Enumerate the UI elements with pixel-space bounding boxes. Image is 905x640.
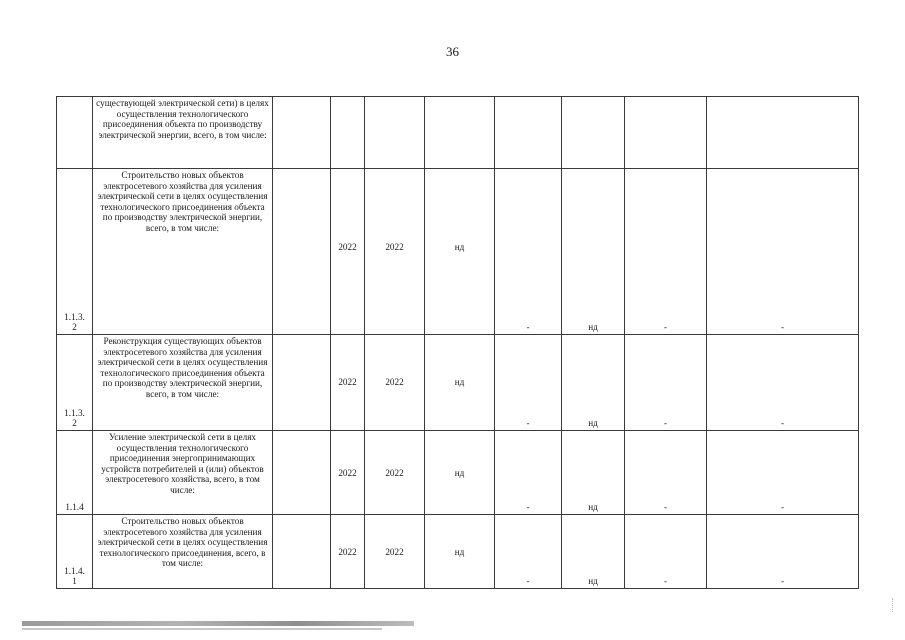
nd-cell: нд — [425, 169, 495, 335]
row-code: 1.1.4. 1 — [57, 515, 93, 589]
row-code: 1.1.3. 2 — [57, 335, 93, 431]
year-end-cell: 2022 — [365, 169, 425, 335]
value-cell: - — [625, 431, 707, 515]
year-start-cell — [331, 97, 365, 169]
nd-cell: нд — [425, 515, 495, 589]
scan-artifact-line — [22, 628, 382, 630]
nd-cell — [425, 97, 495, 169]
empty-cell — [273, 335, 331, 431]
scan-edge-mark — [892, 598, 895, 612]
row-code — [57, 97, 93, 169]
value-cell: нд — [562, 431, 625, 515]
value-cell — [562, 97, 625, 169]
value-cell: - — [495, 169, 562, 335]
value-cell — [707, 97, 859, 169]
row-name: Строительство новых объектов электросетевого хозяйства для усиления электрической сети в целях осуществления технологического присоединения, всего, в том числе: — [93, 515, 273, 589]
table-row — [57, 169, 859, 335]
value-cell: нд — [562, 515, 625, 589]
value-cell: - — [707, 335, 859, 431]
year-end-cell: 2022 — [365, 431, 425, 515]
value-cell — [495, 97, 562, 169]
value-cell: - — [625, 515, 707, 589]
year-start-cell: 2022 — [331, 335, 365, 431]
row-name: существующей электрической сети) в целях осуществления технологического присоединения объекта по производству электрической энергии, всего, в том числе: — [93, 97, 273, 169]
value-cell: - — [495, 335, 562, 431]
investment-table — [56, 96, 859, 589]
value-cell: нд — [562, 335, 625, 431]
value-cell: нд — [562, 169, 625, 335]
nd-cell: нд — [425, 335, 495, 431]
year-end-cell: 2022 — [365, 335, 425, 431]
empty-cell — [273, 169, 331, 335]
page-number: 36 — [446, 44, 459, 59]
value-cell: - — [625, 169, 707, 335]
empty-cell — [273, 515, 331, 589]
value-cell: - — [707, 515, 859, 589]
table-row — [57, 431, 859, 515]
row-code: 1.1.4 — [57, 431, 93, 515]
value-cell: - — [495, 515, 562, 589]
row-name: Реконструкция существующих объектов электросетевого хозяйства для усиления электрической сети в целях осуществления технологического присоединения объекта по производству электрической энергии, всего, в том числе: — [93, 335, 273, 431]
value-cell: - — [707, 431, 859, 515]
scan-artifact-bar — [22, 621, 414, 626]
row-code: 1.1.3. 2 — [57, 169, 93, 335]
value-cell — [625, 97, 707, 169]
value-cell: - — [707, 169, 859, 335]
value-cell: - — [495, 431, 562, 515]
year-end-cell — [365, 97, 425, 169]
year-start-cell: 2022 — [331, 431, 365, 515]
empty-cell — [273, 97, 331, 169]
table-row — [57, 515, 859, 589]
year-end-cell: 2022 — [365, 515, 425, 589]
nd-cell: нд — [425, 431, 495, 515]
empty-cell — [273, 431, 331, 515]
row-name: Усиление электрической сети в целях осуществления технологического присоединения энергопринимающих устройств потребителей и (или) объектов электросетевого хозяйства, всего, в том числе: — [93, 431, 273, 515]
year-start-cell: 2022 — [331, 169, 365, 335]
table-row — [57, 335, 859, 431]
value-cell: - — [625, 335, 707, 431]
year-start-cell: 2022 — [331, 515, 365, 589]
row-name: Строительство новых объектов электросетевого хозяйства для усиления электрической сети в целях осуществления технологического присоединения объекта по производству электрической энергии, всего, в том числе: — [93, 169, 273, 335]
table-row — [57, 97, 859, 169]
